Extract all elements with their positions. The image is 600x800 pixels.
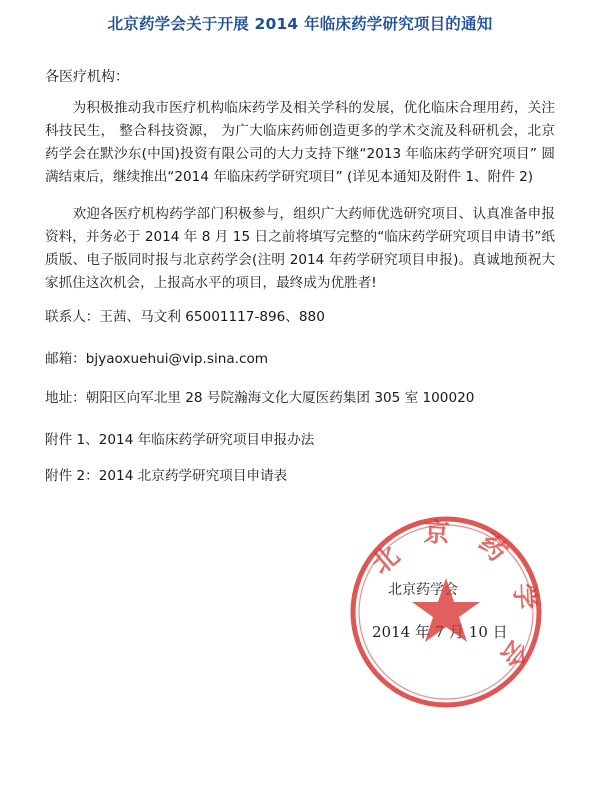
address-line: 地址：朝阳区向军北里 28 号院瀚海文化大厦医药集团 305 室 100020 [45,390,475,406]
indent-space [45,100,73,116]
seal-ring-textpath: 北京药学会 [366,517,540,693]
attachment-1: 附件 1、2014 年临床药学研究项目申报办法 [45,432,315,448]
salutation: 各医疗机构： [45,69,129,85]
attachment-2: 附件 2：2014 北京药学研究项目申请表 [45,468,288,484]
indent-space [45,206,73,222]
contact-line: 联系人：王茜、马文利 65001117-896、880 [45,309,325,325]
body-paragraph-2 [45,203,555,295]
official-seal-stamp [346,512,546,712]
email-line: 邮箱：bjyaoxuehui@vip.sina.com [45,351,269,367]
page-title: 北京药学会关于开展 2014 年临床药学研究项目的通知 [107,15,493,33]
seal-star-icon [412,578,480,642]
paragraph-2-text: 欢迎各医疗机构药学部门积极参与，组织广大药师优选研究项目、认真准备申报资料，并务必于 2014 年 8 月 15 日之前将填写完整的“临床药学研究项目申请书”纸质版、电子版同时报与北京药学会(注明 2014 年药学研究项目申报)。真诚地预祝大家抓住这次机会，上报高水平的项目，最终成为优胜者! [45,206,555,291]
signature-date: 2014 年 7 月 10 日 [372,623,508,641]
signature-name: 北京药学会 [388,582,458,598]
paragraph-1-text: 为积极推动我市医疗机构临床药学及相关学科的发展，优化临床合理用药，关注科技民生， 整合科技资源， 为广大临床药师创造更多的学术交流及科研机会，北京药学会在默沙东(中国)投资有限公司的大力支持下继“2013 年临床药学研究项目” 圆满结束后，继续推出“2014 年临床药学研究项目” (详见本通知及附件 1、附件 2) [45,100,555,185]
body-paragraph-1 [45,97,555,189]
